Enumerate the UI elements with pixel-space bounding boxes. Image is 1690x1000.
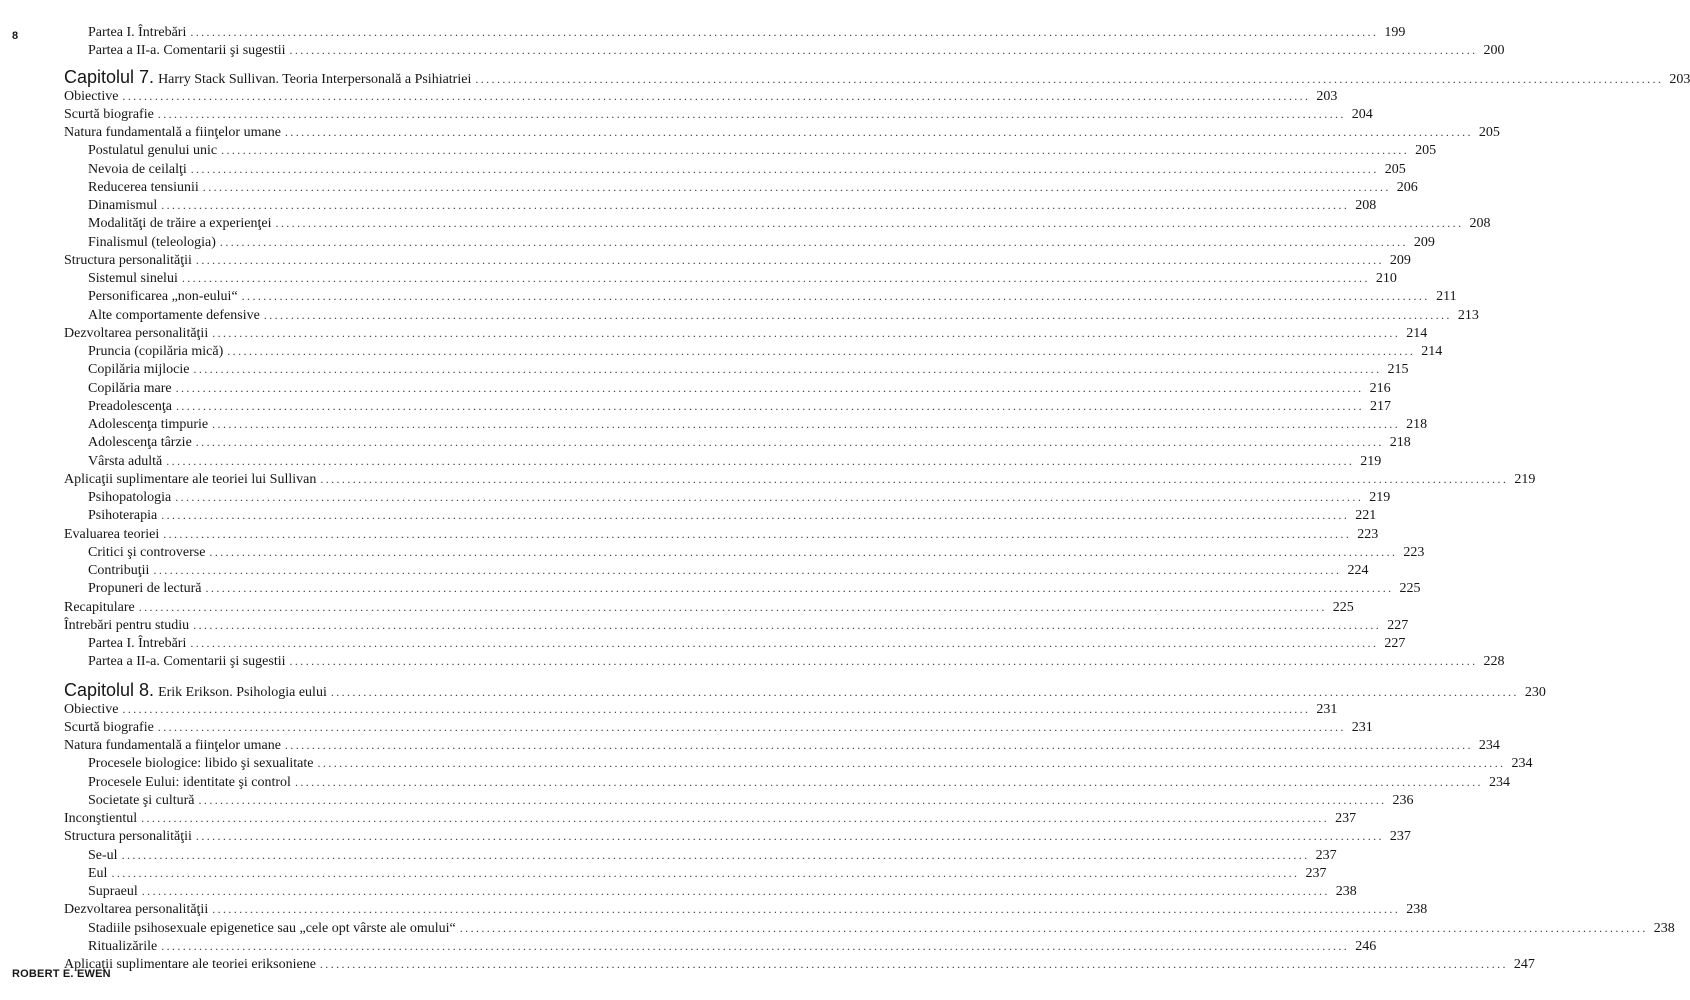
toc-leader-dots: ............................................................................................................................................................................................................................ — [209, 544, 1398, 559]
toc-chapter-row — [64, 679, 1546, 701]
toc-entry-row — [88, 938, 1377, 955]
toc-page-number: 234 — [1478, 738, 1500, 753]
toc-entry-row — [64, 599, 1354, 616]
toc-entry-row — [64, 737, 1500, 754]
toc-entry-row — [88, 883, 1357, 900]
chapter-title: Erik Erikson. Psihologia eului — [158, 684, 327, 700]
toc-chapter-row — [64, 66, 1690, 88]
toc-page-number: 225 — [1332, 599, 1354, 615]
toc-page-number: 204 — [1351, 106, 1373, 122]
toc-page-number: 219 — [1369, 490, 1391, 505]
toc-page-number: 214 — [1406, 325, 1428, 341]
toc-page-number: 225 — [1399, 581, 1421, 597]
toc-entry-row — [88, 234, 1435, 251]
toc-leader-dots: ............................................................................................................................................................................................................................ — [122, 88, 1311, 103]
toc-entry-title: Societate şi cultură — [88, 792, 195, 808]
toc-entry-row — [88, 635, 1406, 652]
toc-page-number: 203 — [1669, 71, 1690, 87]
toc-page-number: 234 — [1511, 756, 1533, 772]
toc-leader-dots: ............................................................................................................................................................................................................................ — [138, 599, 1327, 614]
footer-author: ROBERT E. EWEN — [12, 968, 111, 980]
toc-entry-row — [88, 361, 1409, 378]
toc-leader-dots: ............................................................................................................................................................................................................................ — [175, 380, 1364, 395]
toc-leader-dots: ............................................................................................................................................................................................................................ — [195, 435, 1384, 450]
toc-page-number: 213 — [1457, 307, 1479, 323]
toc-leader-dots: ............................................................................................................................................................................................................................ — [175, 490, 1364, 504]
toc-leader-dots: ............................................................................................................................................................................................................................ — [320, 471, 1509, 486]
page-number: 8 — [12, 30, 19, 42]
toc-leader-dots: ............................................................................................................................................................................................................................ — [195, 252, 1384, 267]
toc-page-number: 206 — [1396, 179, 1418, 195]
toc-entry-title: Copilăria mijlocie — [88, 362, 190, 378]
toc-entry-title: Inconştientul — [64, 811, 138, 826]
toc-entry-row — [88, 398, 1391, 415]
toc-leader-dots: ............................................................................................................................................................................................................................ — [317, 756, 1506, 771]
toc-leader-dots: ............................................................................................................................................................................................................................ — [157, 719, 1346, 734]
toc-entry-row — [88, 343, 1443, 360]
toc-leader-dots: ............................................................................................................................................................................................................................ — [289, 43, 1478, 58]
toc-entry-row — [88, 434, 1411, 451]
toc-entry-title: Psihopatologia — [88, 490, 172, 505]
toc-leader-dots: ............................................................................................................................................................................................................................ — [153, 563, 1342, 577]
toc-leader-dots: ............................................................................................................................................................................................................................ — [190, 25, 1379, 39]
toc-entry-row — [88, 42, 1505, 59]
toc-leader-dots: ............................................................................................................................................................................................................................ — [141, 884, 1330, 898]
toc-leader-dots: ............................................................................................................................................................................................................................ — [284, 125, 1473, 139]
toc-entry-title: Procesele biologice: libido şi sexualitate — [88, 756, 314, 772]
toc-page-number: 237 — [1315, 847, 1337, 863]
chapter-label: Capitolul 8. — [64, 679, 155, 700]
toc-leader-dots: ............................................................................................................................................................................................................................ — [161, 938, 1350, 953]
toc-page-number: 231 — [1351, 719, 1373, 735]
toc-leader-dots: ............................................................................................................................................................................................................................ — [198, 792, 1387, 807]
toc-entry-row — [88, 270, 1397, 287]
toc-entry-title: Partea I. Întrebări — [88, 25, 187, 40]
toc-leader-dots: ............................................................................................................................................................................................................................ — [475, 71, 1664, 86]
toc-leader-dots: ............................................................................................................................................................................................................................ — [284, 738, 1473, 752]
toc-entry-title: Scurtă biografie — [64, 106, 154, 122]
toc-leader-dots: ............................................................................................................................................................................................................................ — [141, 811, 1330, 825]
toc-leader-dots: ............................................................................................................................................................................................................................ — [319, 957, 1508, 971]
toc-page-number: 227 — [1387, 617, 1409, 633]
toc-entry-row — [88, 197, 1377, 214]
toc-entry-row — [64, 828, 1411, 845]
toc-page-number: 214 — [1421, 344, 1443, 359]
toc-leader-dots: ............................................................................................................................................................................................................................ — [212, 417, 1401, 431]
toc-entry-row — [64, 901, 1428, 918]
toc-entry-title: Personificarea „non-eului“ — [88, 289, 238, 305]
toc-page-number: 238 — [1406, 902, 1428, 918]
toc-leader-dots: ............................................................................................................................................................................................................................ — [294, 774, 1483, 789]
toc-entry-title: Ritualizările — [88, 938, 158, 954]
toc-page-number: 205 — [1384, 161, 1406, 177]
toc-page-number: 217 — [1369, 398, 1391, 414]
toc-entry-row — [88, 653, 1505, 670]
toc-entry-title: Adolescenţa timpurie — [88, 417, 209, 432]
toc-leader-dots: ............................................................................................................................................................................................................................ — [205, 581, 1394, 596]
toc-page-number: 209 — [1413, 234, 1435, 250]
toc-entry-row — [88, 544, 1425, 561]
toc-page-number: 247 — [1513, 957, 1535, 972]
toc-page-number: 215 — [1387, 362, 1409, 378]
toc-leader-dots: ............................................................................................................................................................................................................................ — [175, 398, 1364, 413]
toc-page-number: 227 — [1384, 636, 1406, 651]
toc-page-number: 218 — [1389, 435, 1411, 451]
toc-page-number: 203 — [1316, 88, 1338, 104]
toc-leader-dots: ............................................................................................................................................................................................................................ — [219, 234, 1408, 249]
toc-entry-title: Partea a II-a. Comentarii şi sugestii — [88, 43, 286, 59]
toc-entry-row — [88, 179, 1418, 196]
toc-entry-row — [64, 471, 1536, 488]
toc-page-number: 208 — [1469, 216, 1491, 232]
toc-entry-title: Vârsta adultă — [88, 453, 163, 469]
toc-leader-dots: ............................................................................................................................................................................................................................ — [122, 701, 1311, 716]
toc-page-number: 209 — [1389, 252, 1411, 268]
toc-entry-title: Natura fundamentală a fiinţelor umane — [64, 125, 281, 140]
toc-page-number: 219 — [1514, 471, 1536, 487]
toc-entry-title: Sistemul sinelui — [88, 271, 178, 286]
toc-entry-row — [88, 847, 1337, 864]
toc-entry-row — [64, 106, 1373, 123]
toc-entry-title: Natura fundamentală a fiinţelor umane — [64, 738, 281, 753]
toc-leader-dots: ............................................................................................................................................................................................................................ — [275, 216, 1464, 231]
toc-entry-title: Dezvoltarea personalităţii — [64, 902, 209, 918]
toc-leader-dots: ............................................................................................................................................................................................................................ — [166, 453, 1355, 468]
toc-entry-title: Finalismul (teleologia) — [88, 234, 216, 250]
toc-entry-title — [64, 679, 327, 701]
toc-entry-title: Partea a II-a. Comentarii şi sugestii — [88, 654, 286, 670]
chapter-label: Capitolul 7. — [64, 66, 155, 87]
toc-leader-dots: ............................................................................................................................................................................................................................ — [193, 362, 1382, 377]
toc-entry-title: Modalităţi de trăire a experienţei — [88, 216, 272, 232]
toc-entry-row — [64, 526, 1379, 543]
toc-page-number: 238 — [1335, 884, 1357, 899]
toc-entry-title: Reducerea tensiunii — [88, 179, 199, 195]
toc-entry-title: Partea I. Întrebări — [88, 636, 187, 651]
toc-entry-row — [88, 24, 1406, 41]
toc-entry-title: Propuneri de lectură — [88, 581, 202, 597]
toc-leader-dots: ............................................................................................................................................................................................................................ — [181, 271, 1370, 285]
toc-leader-dots: ............................................................................................................................................................................................................................ — [330, 684, 1519, 699]
toc-entry-row — [64, 956, 1535, 973]
toc-entry-title: Psihoterapia — [88, 508, 158, 524]
toc-page-number: 237 — [1305, 865, 1327, 881]
toc-page-number: 246 — [1355, 938, 1377, 954]
toc-page-number: 236 — [1392, 792, 1414, 808]
toc-page-number: 237 — [1389, 829, 1411, 845]
toc-leader-dots: ............................................................................................................................................................................................................................ — [459, 920, 1648, 935]
toc-page-number: 231 — [1316, 701, 1338, 717]
toc-entry-title: Aplicaţii suplimentare ale teoriei eriksoniene — [64, 957, 316, 972]
toc-leader-dots: ............................................................................................................................................................................................................................ — [227, 344, 1416, 358]
toc-entry-row — [88, 380, 1391, 397]
toc-entry-row — [88, 562, 1369, 579]
toc-entry-title: Nevoia de ceilalţi — [88, 161, 187, 177]
toc-entry-title: Recapitulare — [64, 599, 135, 615]
toc-leader-dots: ............................................................................................................................................................................................................................ — [193, 617, 1382, 632]
toc-entry-title: Copilăria mare — [88, 380, 172, 396]
toc-page-number: 205 — [1415, 143, 1437, 159]
toc-page-number: 210 — [1375, 271, 1397, 286]
toc-page-number: 200 — [1483, 43, 1505, 59]
toc-entry-title: Se-ul — [88, 847, 118, 863]
toc-entry-row — [88, 507, 1377, 524]
toc-entry-row — [64, 810, 1357, 827]
toc-entry-row — [64, 124, 1500, 141]
toc-leader-dots: ............................................................................................................................................................................................................................ — [163, 526, 1352, 541]
chapter-title: Harry Stack Sullivan. Teoria Interpersonală a Psihiatriei — [158, 71, 472, 87]
toc-entry-title: Evaluarea teoriei — [64, 526, 160, 542]
toc-entry-row — [88, 792, 1414, 809]
toc-entry-title: Scurtă biografie — [64, 719, 154, 735]
toc-leader-dots: ............................................................................................................................................................................................................................ — [263, 307, 1452, 322]
toc-entry-title: Întrebări pentru studiu — [64, 617, 190, 633]
toc-entry-row — [88, 416, 1428, 433]
toc-entry-row — [88, 161, 1406, 178]
toc-leader-dots: ............................................................................................................................................................................................................................ — [190, 161, 1379, 176]
toc-entry-row — [88, 288, 1457, 305]
toc-page-number: 205 — [1478, 125, 1500, 140]
toc-entry-title: Eul — [88, 865, 108, 881]
toc-leader-dots: ............................................................................................................................................................................................................................ — [221, 143, 1410, 158]
toc-leader-dots: ............................................................................................................................................................................................................................ — [161, 508, 1350, 523]
toc-entry-row — [64, 617, 1409, 634]
toc-entry-title: Stadiile psihosexuale epigenetice sau „cele opt vârste ale omului“ — [88, 920, 456, 936]
toc-entry-title: Pruncia (copilăria mică) — [88, 344, 224, 359]
toc-entry-title: Obiective — [64, 701, 119, 717]
toc-entry-title — [64, 66, 472, 88]
toc-leader-dots: ............................................................................................................................................................................................................................ — [202, 179, 1391, 194]
toc-entry-title: Critici şi controverse — [88, 544, 206, 560]
toc-page-number: 234 — [1488, 774, 1510, 790]
toc-leader-dots: ............................................................................................................................................................................................................................ — [111, 865, 1300, 880]
toc-page-number: 219 — [1360, 453, 1382, 469]
toc-entry-row — [64, 325, 1428, 342]
toc-page-number: 221 — [1355, 508, 1377, 524]
toc-page-number: 208 — [1355, 198, 1377, 213]
toc-entry-row — [64, 252, 1411, 269]
toc-page-number: 228 — [1483, 654, 1505, 670]
toc-leader-dots: ............................................................................................................................................................................................................................ — [241, 289, 1430, 304]
toc-leader-dots: ............................................................................................................................................................................................................................ — [161, 198, 1350, 212]
toc-entry-title: Procesele Eului: identitate şi control — [88, 774, 291, 790]
toc-entry-row — [64, 88, 1338, 105]
toc-page-number: 211 — [1436, 289, 1457, 305]
toc-entry-row — [88, 580, 1421, 597]
toc-entry-title: Contribuţii — [88, 563, 150, 578]
toc-leader-dots: ............................................................................................................................................................................................................................ — [157, 106, 1346, 121]
toc-entry-title: Dezvoltarea personalităţii — [64, 325, 209, 341]
toc-page-number: 237 — [1335, 811, 1357, 826]
toc-page-number: 223 — [1403, 544, 1425, 560]
toc-entry-row — [88, 755, 1533, 772]
toc-entry-row — [88, 215, 1491, 232]
toc-page-number: 218 — [1406, 417, 1428, 432]
toc-entry-title: Supraeul — [88, 884, 138, 899]
toc-entry-title: Alte comportamente defensive — [88, 307, 260, 323]
toc-leader-dots: ............................................................................................................................................................................................................................ — [212, 902, 1401, 917]
toc-entry-title: Structura personalităţii — [64, 829, 192, 845]
toc-entry-title: Dinamismul — [88, 198, 158, 213]
toc-leader-dots: ............................................................................................................................................................................................................................ — [121, 847, 1310, 862]
toc-entry-title: Postulatul genului unic — [88, 143, 218, 159]
toc-entry-row — [88, 774, 1510, 791]
toc-entry-title: Aplicaţii suplimentare ale teoriei lui Sullivan — [64, 471, 317, 487]
toc-entry-row — [88, 920, 1675, 937]
toc-page-number: 216 — [1369, 380, 1391, 396]
toc-entry-row — [88, 307, 1479, 324]
toc-page-number: 238 — [1653, 920, 1675, 936]
toc-page-number: 223 — [1357, 526, 1379, 542]
toc-leader-dots: ............................................................................................................................................................................................................................ — [190, 636, 1379, 650]
toc-page-number: 224 — [1347, 563, 1369, 578]
toc-entry-row — [88, 453, 1382, 470]
toc-entry-row — [88, 489, 1391, 506]
toc-entry-title: Obiective — [64, 88, 119, 104]
toc-entry-row — [64, 719, 1373, 736]
toc-entry-title: Preadolescenţa — [88, 398, 172, 414]
toc-entry-row — [64, 701, 1338, 718]
toc-leader-dots: ............................................................................................................................................................................................................................ — [212, 325, 1401, 340]
toc-entry-title: Structura personalităţii — [64, 252, 192, 268]
toc-entry-row — [88, 865, 1327, 882]
toc-page-number: 230 — [1524, 684, 1546, 700]
toc-entry-title: Adolescenţa târzie — [88, 435, 192, 451]
toc-page-number: 199 — [1384, 25, 1406, 40]
toc-leader-dots: ............................................................................................................................................................................................................................ — [289, 654, 1478, 669]
toc-leader-dots: ............................................................................................................................................................................................................................ — [195, 829, 1384, 844]
toc-entry-row — [88, 142, 1437, 159]
